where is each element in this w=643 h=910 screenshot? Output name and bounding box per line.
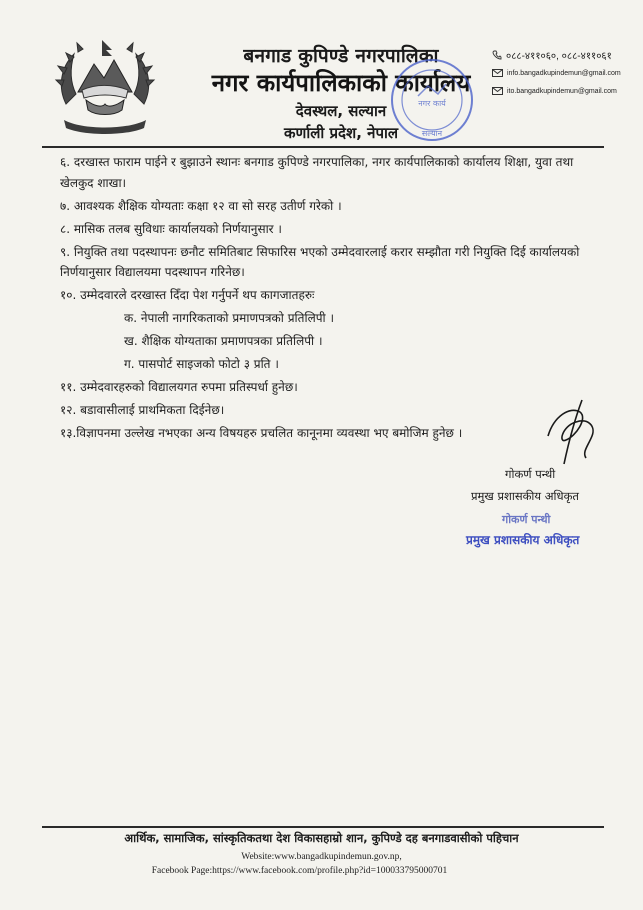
phone-row (492, 46, 640, 64)
address-line-2: कर्णाली प्रदेश, नेपाल (283, 124, 399, 142)
footer-divider (42, 826, 604, 828)
phone-icon (492, 50, 502, 60)
office-name: नगर कार्यपालिकाको कार्यालय (211, 69, 471, 97)
svg-text:नगर कार्य: नगर कार्य (418, 99, 446, 108)
municipality-name: बनगाड कुपिण्डे नगरपालिका (243, 45, 439, 67)
list-item: ८. मासिक तलब सुविधाः कार्यालयको निर्णयानुसार । (60, 221, 282, 236)
mail-icon (492, 69, 503, 77)
sub-list-item: ग. पासपोर्ट साइजको फोटो ३ प्रति । (124, 357, 279, 371)
sub-list-item: क. नेपाली नागरिकताको प्रमाणपत्रको प्रतिलिपी । (124, 311, 335, 325)
email-row-2 (492, 82, 640, 100)
list-item: ६. दरखास्त फाराम पाईने र बुझाउने स्थानः बनगाड कुपिण्डे नगरपालिका, नगर कार्यपालिकाको कार्यालय शिक्षा, युवा तथा खेलकुद शाखा। (60, 155, 574, 190)
email-row-1 (492, 64, 640, 82)
email-info[interactable]: info.bangadkupindemun@gmail.com (507, 69, 621, 77)
list-item: १३.विज्ञापनमा उल्लेख नभएका अन्य विषयहरु प्रचलित कानूनमा व्यवस्था भए बमोजिम हुनेछ । (60, 426, 463, 440)
svg-text:सल्यान: सल्यान (421, 129, 443, 138)
list-item: १२. बडावासीलाई प्राथमिकता दिईनेछ। (60, 403, 225, 417)
handwritten-signature (536, 396, 616, 468)
signatory-title: प्रमुख प्रशासकीय अधिकृत (471, 489, 579, 503)
address-line-1: देवस्थल, सल्यान (295, 102, 387, 120)
footer-website[interactable]: Website:www.bangadkupindemun.gov.np, (241, 852, 402, 862)
stamp-name: गोकर्ण पन्थी (502, 513, 551, 526)
footer-slogan: आर्थिक, सामाजिक, सांस्कृतिकतथा देश विकासहाम्रो शान, कुपिण्डे दह बनगाडवासीको पहिचान (124, 831, 519, 845)
list-item: ७. आवश्यक शैक्षिक योग्यताः कक्षा १२ वा सो सरह उतीर्ण गरेको । (60, 198, 342, 213)
phone-numbers: ०८८-४११०६०, ०८८-४११०६१ (506, 51, 612, 62)
contact-info (492, 46, 640, 100)
notice-body (60, 152, 606, 446)
office-seal-stamp (388, 56, 476, 144)
sub-list-item: ख. शैक्षिक योग्यताका प्रमाणपत्रका प्रतिलिपी । (124, 334, 323, 348)
footer-facebook[interactable]: Facebook Page:https://www.facebook.com/profile.php?id=100033795000701 (151, 866, 448, 876)
signatory-name: गोकर्ण पन्थी (505, 467, 556, 481)
list-item: ११. उम्मेदवारहरुको विद्यालयगत रुपमा प्रतिस्पर्धा हुनेछ। (60, 380, 298, 394)
nepal-emblem-icon (52, 34, 158, 138)
header-divider (42, 146, 604, 148)
mail-icon (492, 87, 503, 95)
list-item: १०. उम्मेदवारले दरखास्त दिँदा पेश गर्नुपर्ने थप कागजातहरुः (60, 288, 315, 302)
email-ito[interactable]: ito.bangadkupindemun@gmail.com (507, 87, 617, 95)
stamp-title: प्रमुख प्रशासकीय अधिकृत (466, 533, 580, 547)
list-item: ९. नियुक्ति तथा पदस्थापनः छनौट समितिबाट सिफारिस भएको उम्मेदवारलाई करार सम्झौता गरी नियुक्ति दिई कार्यालयको निर्णयानुसार विद्यालयमा पदस्थापन गरिनेछ। (60, 244, 580, 279)
